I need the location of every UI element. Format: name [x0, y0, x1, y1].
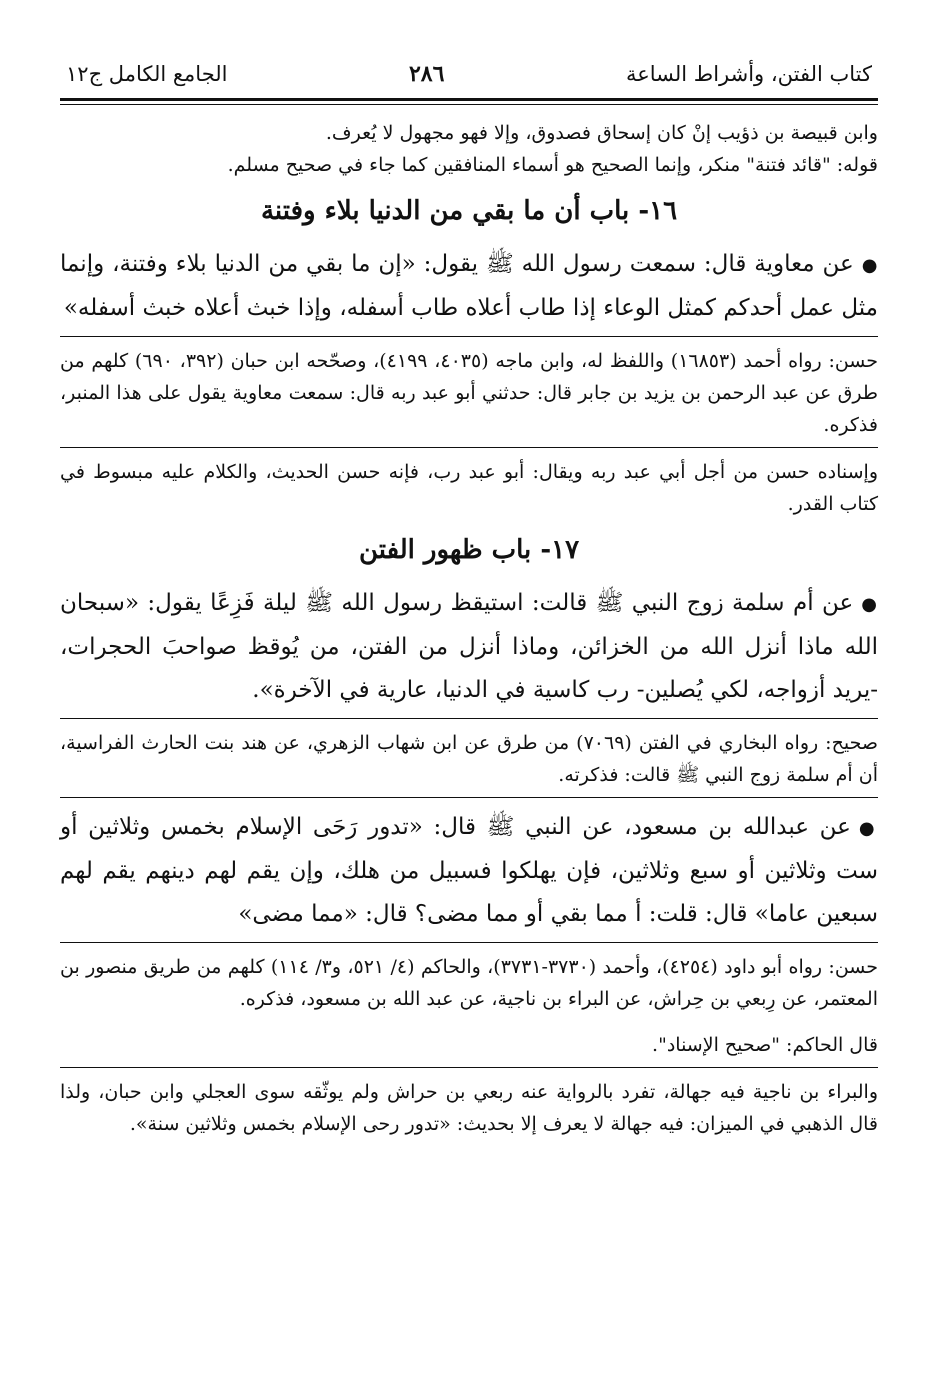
divider [60, 797, 878, 798]
chapter-16-title: ١٦- باب أن ما بقي من الدنيا بلاء وفتنة [260, 196, 678, 226]
divider [60, 1067, 878, 1068]
divider [60, 718, 878, 719]
chapter-16-takhrij: حسن: رواه أحمد (١٦٨٥٣) واللفظ له، وابن ماجه (٤٠٣٥، ٤١٩٩)، وصحّحه ابن حبان (٣٩٢، ٦٩٠) كلهم من طرق عن عبد الرحمن بن يزيد بن جابر قال: حدثني أبو عبد ربه قال: سمعت معاوية يقول على هذا المنبر، فذكره. [60, 350, 879, 436]
divider [60, 447, 878, 448]
chapter-17-hadith-1: ● عن أم سلمة زوج النبي ﷺ قالت: استيقظ رسول الله ﷺ ليلة فَزِعًا يقول: «سبحان الله ماذا أنزل الله من الخزائن، وماذا أنزل من الفتن، من يُوقظ صواحبَ الحجرات، -يريد أزواجه، لكي يُصلين- رب كاسية في الدنيا، عارية في الآخرة». [60, 582, 878, 712]
header-book-title: كتاب الفتن، وأشراط الساعة [625, 62, 872, 86]
chapter-16-hadith: ● عن معاوية قال: سمعت رسول الله ﷺ يقول: «إن ما بقي من الدنيا بلاء وفتنة، وإنما مثل عمل أحدكم كمثل الوعاء إذا طاب أعلاه طاب أسفله، وإذا خبث أعلاه خبث أسفله» [60, 243, 878, 330]
running-header [60, 60, 878, 96]
header-volume: الجامع الكامل ج١٢ [66, 62, 228, 86]
header-rule-thin [60, 104, 878, 105]
top-note-1: وابن قبيصة بن ذؤيب إنْ كان إسحاق فصدوق، وإلا فهو مجهول لا يُعرف. [325, 122, 878, 144]
top-note-2: قوله: "قائد فتنة" منكر، وإنما الصحيح هو أسماء المنافقين كما جاء في صحيح مسلم. [227, 154, 878, 176]
page-number: ٢٨٦ [408, 61, 445, 87]
divider [60, 336, 878, 337]
chapter-17-hakim: قال الحاكم: "صحيح الإسناد". [652, 1034, 878, 1056]
header-rule-thick [60, 98, 878, 101]
chapter-17-takhrij-1: صحيح: رواه البخاري في الفتن (٧٠٦٩) من طرق عن ابن شهاب الزهري، عن هند بنت الحارث الفراسية، أن أم سلمة زوج النبي ﷺ قالت: فذكرته. [60, 732, 878, 786]
chapter-17-takhrij-2: حسن: رواه أبو داود (٤٢٥٤)، وأحمد (٣٧٣٠-٣٧٣١)، والحاكم (٤/ ٥٢١، و٣/ ١١٤) كلهم من طريق منصور بن المعتمر، عن رِبعي بن حِراش، عن البراء بن ناجية، عن عبد الله بن مسعود، فذكره. [60, 956, 878, 1010]
chapter-16-note: وإسناده حسن من أجل أبي عبد ربه ويقال: أبو عبد رب، فإنه حسن الحديث، والكلام عليه مبسوط في كتاب القدر. [60, 461, 878, 515]
chapter-17-title: ١٧- باب ظهور الفتن [358, 535, 580, 565]
chapter-17-note: والبراء بن ناجية فيه جهالة، تفرد بالرواية عنه ربعي بن حراش ولم يوثّقه سوى العجلي وابن حبان، ولذا قال الذهبي في الميزان: فيه جهالة لا يعرف إلا بحديث: «تدور رحى الإسلام بخمس وثلاثين سنة». [60, 1081, 878, 1135]
chapter-17-hadith-2: ● عن عبدالله بن مسعود، عن النبي ﷺ قال: «تدور رَحَى الإسلام بخمس وثلاثين أو ست وثلاثين أو سبع وثلاثين، فإن يهلكوا فسبيل من هلك، وإن يقم لهم دينهم يقم لهم سبعين عاما» قال: قلت: أ مما بقي أو مما مضى؟ قال: «مما مضى» [60, 806, 878, 936]
divider [60, 942, 878, 943]
